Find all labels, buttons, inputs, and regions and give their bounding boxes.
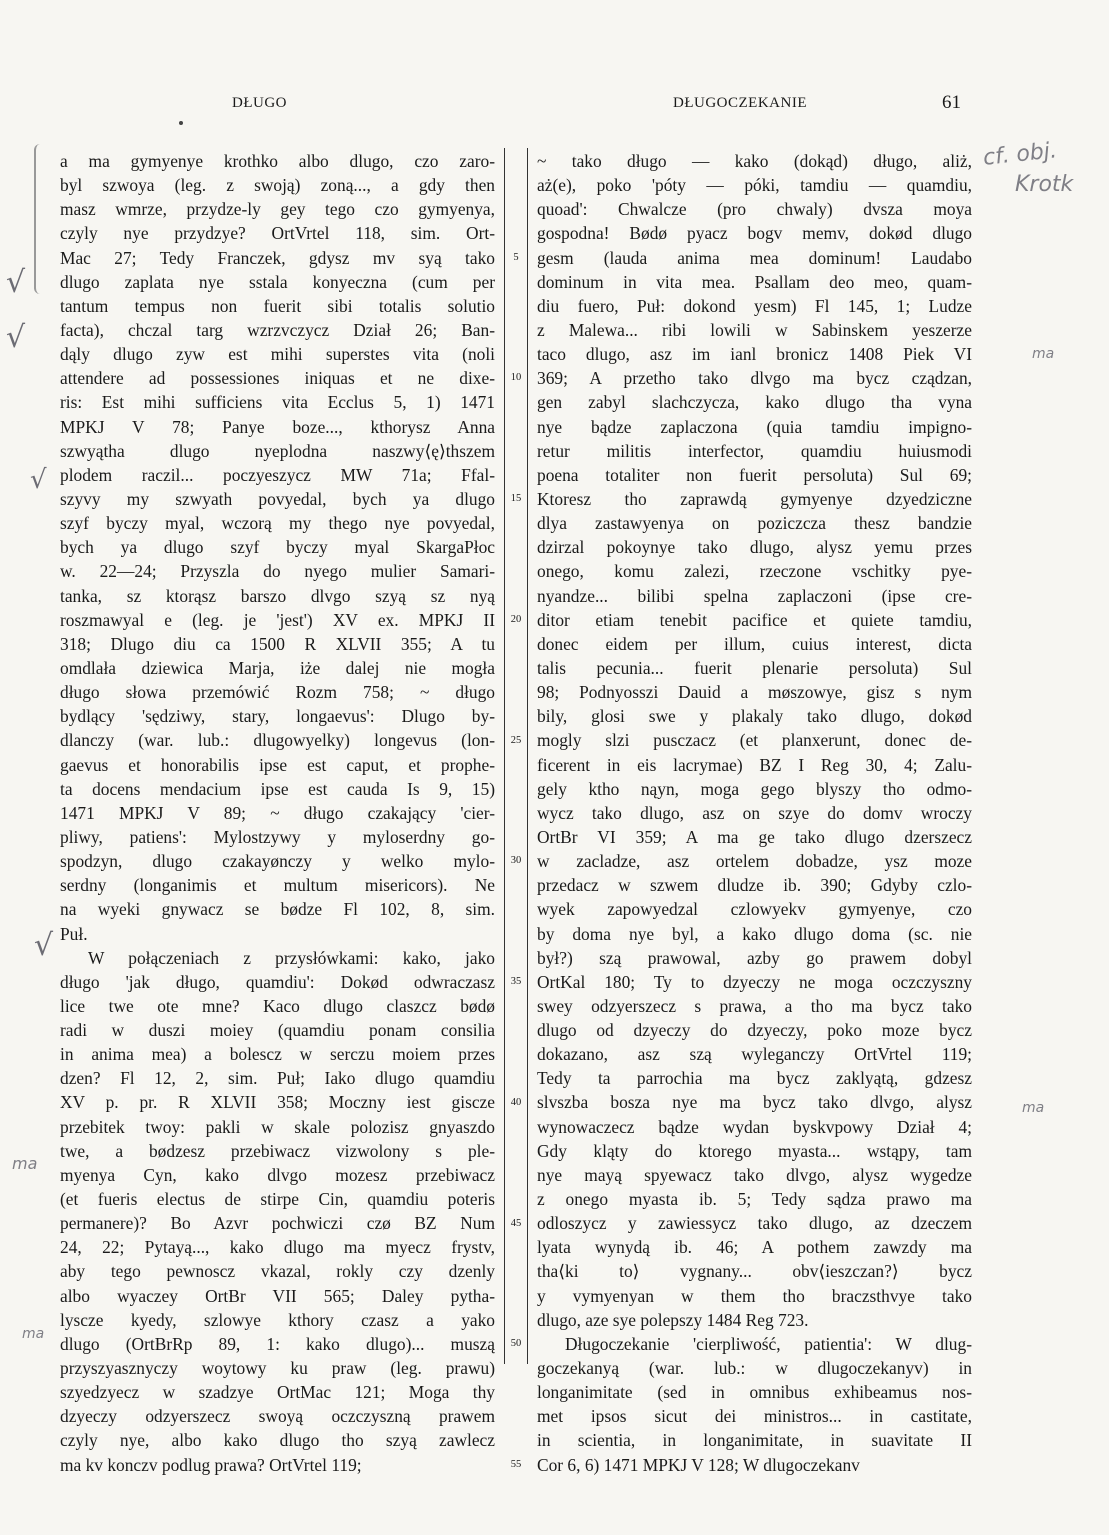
- text-line: nyandze... bilibi spelna zaplaczoni (ipse cre-: [537, 585, 972, 606]
- text-line: dzirzal pokoynye tako dlugo, alysz yemu przes: [537, 537, 972, 558]
- text-line: 369; A przetho tako dlvgo ma bycz cządzan,: [537, 368, 972, 389]
- text-line: omdlała dziewica Marja, iże dalej nie mogła: [60, 657, 495, 678]
- text-line: y vymyenyan w them tho braczsthvye tako: [537, 1285, 972, 1306]
- text-line: przebitek twoy: pakli w skale polozisz gnyaszdo: [60, 1116, 495, 1137]
- text-line: 98; Podnyosszi Dauid a møszowye, gisz s nym: [537, 682, 972, 703]
- text-line: bydlący 'sędziwy, stary, longaevus': Dlugo by-: [60, 706, 495, 727]
- text-line: gospodna! Bødø pyacz bogv memv, dokød dlugo: [537, 223, 972, 244]
- line-number: 20: [510, 613, 522, 625]
- text-line: 318; Dlugo diu ca 1500 R XLVII 355; A tu: [60, 633, 495, 654]
- text-line: ma kv konczv podlug prawa? OrtVrtel 119;: [60, 1454, 362, 1475]
- margin-note: ma: [22, 1326, 45, 1342]
- text-line: onego, komu zalezi, rzeczone vschitky pye-: [537, 561, 972, 582]
- text-line: MPKJ V 78; Panye boze..., kthorysz Anna: [60, 416, 495, 437]
- margin-note: ma: [1032, 346, 1055, 362]
- line-number: 5: [513, 251, 519, 263]
- text-line: Puł.: [60, 923, 88, 944]
- text-line: dzyeczy odzyerszecz swoyą oczczyszną prawem: [60, 1406, 495, 1427]
- print-speck: [179, 121, 183, 125]
- text-line: z onego myasta ib. 5; Tedy sądza prawo ma: [537, 1189, 972, 1210]
- text-line: gaevus et honorabilis ipse est caput, et prophe-: [60, 754, 495, 775]
- text-line: quoad': Chwalcze (pro chwaly) dvsza moya: [537, 199, 972, 220]
- text-line: W połączeniach z przysłówkami: kako, jako: [88, 947, 495, 968]
- text-line: tanka, sz ktorąsz barszo dlvgo szyą sz nyą: [60, 585, 495, 606]
- check-mark: √: [34, 928, 54, 963]
- check-mark: √: [6, 320, 26, 355]
- text-line: przyszyasznyczy woytowy ku praw (leg. prawu): [60, 1358, 495, 1379]
- note-line: Krotk: [1015, 172, 1074, 197]
- line-number: 45: [510, 1217, 522, 1229]
- text-line: (et fueris electus de stirpe Cin, quamdiu poteris: [60, 1189, 495, 1210]
- text-line: dlugo (OrtBrRp 89, 1: kako dlugo)... muszą: [60, 1333, 495, 1354]
- text-line: 24, 22; Pytayą..., kako dlugo ma myecz frystv,: [60, 1237, 495, 1258]
- line-number: 55: [510, 1459, 522, 1471]
- column-rule-left: [504, 148, 505, 1364]
- text-line: gely ktho nąyn, moga gego blyszy tho odmo-: [537, 778, 972, 799]
- text-line: Mac 27; Tedy Franczek, gdysz mv syą tako: [60, 247, 495, 268]
- text-line: roszmawyal e (leg. je 'jest') XV ex. MPKJ II: [60, 609, 495, 630]
- text-line: dlanczy (war. lub.: dlugowyelky) longevus (lon-: [60, 730, 495, 751]
- text-line: radi w duszi moiey (quamdiu ponam consilia: [60, 1020, 495, 1041]
- text-line: swey odzyerszecz s prawa, a tho ma bycz tako: [537, 995, 972, 1016]
- text-line: dominum in vita mea. Psallam deo meo, quam-: [537, 271, 972, 292]
- text-line: lyata wynydą ib. 46; A pothem zawzdy ma: [537, 1237, 972, 1258]
- handwritten-note: [975, 138, 1109, 208]
- column-rule-right: [527, 148, 528, 1364]
- text-line: czyly nye, albo kako dlugo tho szyą zawlecz: [60, 1430, 495, 1451]
- text-line: mogly slzi pusczacz (et planxerunt, donec de-: [537, 730, 972, 751]
- page-number: 61: [942, 92, 961, 113]
- text-line: był?) szą prawowal, azby go prawem dobyl: [537, 947, 972, 968]
- line-number: 40: [510, 1096, 522, 1108]
- text-line: ris: Est mihi sufficiens vita Ecclus 5, 1) 1471: [60, 392, 495, 413]
- text-line: czyly nye przydzye? OrtVrtel 118, sim. Ort-: [60, 223, 495, 244]
- text-line: wyek zapowyedzal czlowyekv gymyenye, czo: [537, 899, 972, 920]
- text-line: przedacz w szwem dludze ib. 390; Gdyby czlo-: [537, 875, 972, 896]
- running-head-left: DŁUGO: [232, 95, 287, 111]
- text-line: szyf byczy myal, wczorą my thego nye povyedal,: [60, 513, 495, 534]
- text-line: diu fuero, Puł: dokond yesm) Fl 145, 1; Ludze: [537, 295, 972, 316]
- text-line: dąly dlugo zyw est mihi superstes vita (noli: [60, 344, 495, 365]
- left-text-column: [60, 149, 495, 1477]
- margin-note: ma: [12, 1154, 38, 1173]
- text-line: permanere)? Bo Azvr pochwiczi czø BZ Num: [60, 1213, 495, 1234]
- text-line: odloszycz y zawiessycz tako dlugo, az dzeczem: [537, 1213, 972, 1234]
- text-line: tantum tempus non fuerit sibi totalis solutio: [60, 295, 495, 316]
- text-line: albo wyaczey OrtBr VII 565; Daley pytha-: [60, 1285, 495, 1306]
- text-line: Ktoresz tho zaprawdą gymyenye dzyedziczne: [537, 488, 972, 509]
- text-line: aż(e), poko 'póty — póki, tamdiu — quamdiu,: [537, 175, 972, 196]
- text-line: retur militis interfector, quamdiu huiusmodi: [537, 440, 972, 461]
- text-line: a ma gymyenye krothko albo dlugo, czo zaro-: [60, 151, 495, 171]
- text-line: Gdy kląty do ktorego myasta... wstąpy, tam: [537, 1140, 972, 1161]
- line-number: 35: [510, 976, 522, 988]
- text-line: myenya Cyn, kako dlvgo mozesz przebiwacz: [60, 1164, 495, 1185]
- text-line: serdny (longanimis et multum misericors). Ne: [60, 875, 495, 896]
- text-line: gen zabyl slachczycza, kako dlugo tha vyna: [537, 392, 972, 413]
- text-line: facta), chczal targ wzrzvczycz Dział 26; Ban-: [60, 319, 495, 340]
- text-line: dlya zastawyenya on poziczcza thesz bandzie: [537, 513, 972, 534]
- text-line: z Malewa... ribi lowili w Sabinskem yeszerze: [537, 319, 972, 340]
- text-line: długo słowa przemówić Rozm 758; ~ długo: [60, 682, 495, 703]
- line-number: 15: [510, 493, 522, 505]
- text-line: szwyątha dlugo nyeplodna naszwy⟨ę⟩thszem: [60, 440, 495, 461]
- running-head-right: DŁUGOCZEKANIE: [673, 95, 807, 111]
- text-line: bych ya dlugo szyf byczy myal SkargaPłoc: [60, 537, 495, 558]
- text-line: wynowaczecz bądze wydan byskvpowy Dział 4;: [537, 1116, 972, 1137]
- text-line: lyscze kyedy, szlowye kthory czasz a yako: [60, 1309, 495, 1330]
- text-line: slvszba bosza nye ma bycz tako dlvgo, alysz: [537, 1092, 972, 1113]
- text-line: attendere ad possessiones iniquas et ne dixe-: [60, 368, 495, 389]
- text-line: tha⟨ki to⟩ vygnany... obv⟨ieszczan?⟩ bycz: [537, 1261, 972, 1282]
- text-line: talis pecunia... fuerit plenarie persoluta) Sul: [537, 657, 972, 678]
- text-line: w zacladze, asz ortelem dobadze, ysz moze: [537, 851, 972, 872]
- text-line: nye mayą spyewacz tako dlvgo, alysz wygedze: [537, 1164, 972, 1185]
- text-line: taco dlugo, asz im ianl bronicz 1408 Piek VI: [537, 344, 972, 365]
- text-line: Tedy ta parrochia ma bycz zaklyątą, gdzesz: [537, 1068, 972, 1089]
- text-line: masz wmrze, przydze-ly gey tego czo gymyenya,: [60, 199, 495, 220]
- check-mark: √: [6, 265, 26, 300]
- text-line: ditor etiam tenebit pacifice et quiete tamdiu,: [537, 609, 972, 630]
- text-line: dokazano, asz szą wyleganczy OrtVrtel 119;: [537, 1044, 972, 1065]
- text-line: by doma nye byl, a kako dlugo doma (sc. nie: [537, 923, 972, 944]
- line-number: 50: [510, 1338, 522, 1350]
- text-line: goczekanyą (war. lub.: w dlugoczekanyv) in: [537, 1358, 972, 1379]
- text-line: dlugo od dzyeczy do dzyeczy, poko moze bycz: [537, 1020, 972, 1041]
- text-line: dlugo zaplata nye sstala konyeczna (cum per: [60, 271, 495, 292]
- text-line: w. 22—24; Przyszla do nyego mulier Samari-: [60, 561, 495, 582]
- text-line: in scientia, in longanimitate, in suavitate II: [537, 1430, 972, 1451]
- text-line: Długoczekanie 'cierpliwość, patientia': W dlug-: [565, 1333, 972, 1354]
- text-line: ~ tako długo — kako (dokąd) długo, aliż,: [537, 151, 972, 171]
- margin-note: ma: [1022, 1100, 1045, 1116]
- text-line: poena totaliter non fuerit persoluta) Sul 69;: [537, 464, 972, 485]
- text-line: szyedzyecz w szadzye OrtMac 121; Moga thy: [60, 1382, 495, 1403]
- text-line: gesm (lauda anima mea dominum! Laudabo: [537, 247, 972, 268]
- text-line: wycz tako dlugo, asz on szye do domv wroczy: [537, 802, 972, 823]
- text-line: na wyeki gnywacz se bødze Fl 102, 8, sim.: [60, 899, 495, 920]
- text-line: bily, glosi swe y plakaly tako dlugo, dokød: [537, 706, 972, 727]
- text-line: 1471 MPKJ V 89; ~ długo czakający 'cier-: [60, 802, 495, 823]
- text-line: byl szwoya (leg. z swoją) zoną..., a gdy then: [60, 175, 495, 196]
- text-line: OrtBr VI 359; A ma ge tako dlugo dzerszecz: [537, 826, 972, 847]
- text-line: twe, a bødzesz przebiwacz vizwolony s ple-: [60, 1140, 495, 1161]
- text-line: lice twe ote mne? Kaco dlugo claszcz bødø: [60, 995, 495, 1016]
- text-line: długo 'jak długo, quamdiu': Dokød odwraczasz: [60, 971, 495, 992]
- line-number: 30: [510, 855, 522, 867]
- text-line: plodem raczil... poczyeszycz MW 71a; Ffal-: [60, 464, 495, 485]
- line-number: 25: [510, 734, 522, 746]
- text-line: nye bądze zaplaczona (quia tamdiu impigno-: [537, 416, 972, 437]
- text-line: ficerent in eis lacrymae) BZ I Reg 30, 4; Zalu-: [537, 754, 972, 775]
- text-line: szyvy my szwyath povyedal, bych ya dlugo: [60, 488, 495, 509]
- text-line: in anima mea) a bolescz w serczu moiem przes: [60, 1044, 495, 1065]
- text-line: dlugo, aze sye polepszy 1484 Reg 723.: [537, 1309, 809, 1330]
- right-text-column: [537, 149, 972, 1477]
- text-line: pliwy, patiens': Mylostzywy y myloserdny go-: [60, 826, 495, 847]
- text-line: met ipsos sicut dei ministros... in castitate,: [537, 1406, 972, 1427]
- text-line: dzen? Fl 12, 2, sim. Puł; Iako dlugo quamdiu: [60, 1068, 495, 1089]
- text-line: spodzyn, dlugo czakayønczy y welko mylo-: [60, 851, 495, 872]
- text-line: XV p. pr. R XLVII 358; Moczny iest giscze: [60, 1092, 495, 1113]
- text-line: longanimitate (sed in omnibus exhibeamus nos-: [537, 1382, 972, 1403]
- text-line: OrtKal 180; Ty to dzyeczy ne moga oczczyszny: [537, 971, 972, 992]
- check-mark: √: [30, 465, 47, 495]
- text-line: donec eidem per illum, cuius interest, dicta: [537, 633, 972, 654]
- note-line: cf. obj.: [981, 138, 1059, 171]
- text-line: Cor 6, 6) 1471 MPKJ V 128; W dlugoczekanv: [537, 1454, 860, 1475]
- margin-bracket: [34, 144, 44, 294]
- text-line: aby tego pewnoscz vkazal, rokly czy dzenly: [60, 1261, 495, 1282]
- line-number: 10: [510, 372, 522, 384]
- text-line: ta docens mendacium ipse est cauda Is 9, 15): [60, 778, 495, 799]
